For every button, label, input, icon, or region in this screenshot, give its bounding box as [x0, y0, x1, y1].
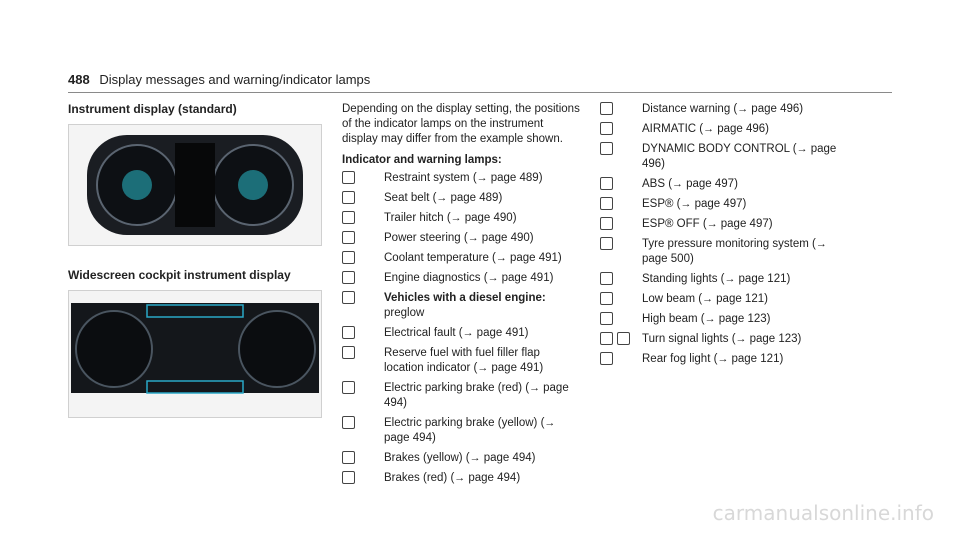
reference-arrow-icon: →: [477, 362, 492, 374]
lamp-label: Standing lights (: [642, 273, 725, 285]
lamp-row: [342, 291, 582, 321]
page-reference-link[interactable]: page 496): [751, 103, 804, 115]
page-reference-link[interactable]: page 496): [642, 143, 837, 170]
reference-arrow-icon: →: [544, 417, 556, 429]
page-reference-link[interactable]: page 497): [686, 178, 738, 190]
page-reference-link[interactable]: page 496): [717, 123, 769, 135]
page-reference-link[interactable]: page 491): [509, 252, 562, 264]
lamp-label: Engine diagnostics (: [384, 272, 488, 284]
high-beam-icon: [600, 312, 613, 325]
page-heading: Display messages and warning/indicator lamps: [99, 72, 371, 87]
lamp-row: [342, 271, 582, 286]
lamp-row: [600, 142, 850, 172]
turn-signal-icon: [600, 332, 613, 345]
lamp-row: [342, 381, 582, 411]
indicator-column-1: [342, 102, 582, 491]
lamp-row: [600, 312, 850, 327]
lamp-label: Electric parking brake (red) (: [384, 382, 530, 394]
lamp-label: Electrical fault (: [384, 327, 463, 339]
page-reference-link[interactable]: page 121): [731, 353, 784, 365]
page-reference-link[interactable]: page 500): [642, 253, 694, 265]
lamp-row: [342, 326, 582, 341]
lamp-row: [600, 122, 850, 137]
turn-signal-right-icon: [617, 332, 630, 345]
reference-arrow-icon: →: [436, 192, 451, 204]
page-reference-link[interactable]: page 121): [716, 293, 768, 305]
reference-arrow-icon: →: [450, 212, 465, 224]
lamp-label: ESP® OFF (: [642, 218, 707, 230]
lamp-label: Rear fog light (: [642, 353, 718, 365]
page-header: [68, 72, 370, 87]
lamp-label: ABS (: [642, 178, 673, 190]
reference-arrow-icon: →: [487, 272, 502, 284]
reference-arrow-icon: →: [704, 313, 719, 325]
widescreen-display-title: Widescreen cockpit instrument display: [68, 268, 291, 282]
lamp-label: Brakes (red) (: [384, 472, 455, 484]
lamp-label: Electric parking brake (yellow) (: [384, 417, 545, 429]
tyre-pressure-icon: [600, 237, 613, 250]
lamp-list-1: [342, 171, 582, 486]
low-beam-icon: [600, 292, 613, 305]
reference-arrow-icon: →: [796, 143, 811, 155]
seat-belt-icon: [342, 191, 355, 204]
widescreen-cluster-illustration: [69, 291, 321, 417]
reference-arrow-icon: →: [454, 472, 469, 484]
abs-icon: [600, 177, 613, 190]
brakes-yellow-icon: [342, 451, 355, 464]
lamp-row: [600, 352, 850, 367]
reference-arrow-icon: →: [703, 123, 718, 135]
reference-arrow-icon: →: [529, 382, 544, 394]
lamp-label: Seat belt (: [384, 192, 437, 204]
page-reference-link[interactable]: page 494): [384, 382, 569, 409]
lamp-row: [600, 237, 850, 267]
distance-warning-icon: [600, 102, 613, 115]
reserve-fuel-icon: [342, 346, 355, 359]
indicator-column-2: [600, 102, 850, 372]
page-reference-link[interactable]: page 494): [384, 432, 436, 444]
reference-arrow-icon: →: [495, 252, 510, 264]
page-reference-link[interactable]: page 489): [490, 172, 543, 184]
standing-lights-icon: [600, 272, 613, 285]
page-reference-link[interactable]: page 490): [464, 212, 517, 224]
parking-brake-red-icon: [342, 381, 355, 394]
lamp-row: [342, 191, 582, 206]
watermark: carmanualsonline.info: [712, 501, 934, 525]
lamp-row: [342, 171, 582, 186]
standard-display-image: [68, 124, 322, 246]
page-reference-link[interactable]: page 494): [468, 472, 521, 484]
lamp-label: DYNAMIC BODY CONTROL (: [642, 143, 797, 155]
reference-arrow-icon: →: [462, 327, 477, 339]
dynamic-body-control-icon: [600, 142, 613, 155]
reference-arrow-icon: →: [680, 198, 695, 210]
airmatic-icon: [600, 122, 613, 135]
lamp-label: Power steering (: [384, 232, 468, 244]
page-reference-link[interactable]: page 494): [483, 452, 536, 464]
page-number: 488: [68, 72, 90, 87]
standard-cluster-illustration: [69, 125, 321, 245]
reference-arrow-icon: →: [737, 103, 752, 115]
lamp-list-2: [600, 102, 850, 367]
trailer-hitch-icon: [342, 211, 355, 224]
lamp-row: [342, 251, 582, 266]
power-steering-icon: [342, 231, 355, 244]
lamp-row: [342, 346, 582, 376]
lamp-row: [600, 217, 850, 232]
page-reference-link[interactable]: page 491): [476, 327, 529, 339]
lamp-label: preglow: [384, 307, 425, 319]
page-reference-link[interactable]: page 121): [738, 273, 791, 285]
rear-fog-light-icon: [600, 352, 613, 365]
page-reference-link[interactable]: page 497): [694, 198, 747, 210]
widescreen-display-image: [68, 290, 322, 418]
standard-display-title: Instrument display (standard): [68, 102, 237, 116]
lamp-row: [342, 471, 582, 486]
page-reference-link[interactable]: page 491): [501, 272, 554, 284]
lamp-label: Low beam (: [642, 293, 703, 305]
reference-arrow-icon: →: [724, 273, 739, 285]
page-reference-link[interactable]: page 123): [749, 333, 802, 345]
parking-brake-yellow-icon: [342, 416, 355, 429]
lamp-label: AIRMATIC (: [642, 123, 704, 135]
lamp-bold-label: Vehicles with a diesel engine:: [384, 292, 546, 304]
lamp-label: High beam (: [642, 313, 705, 325]
lamp-row: [600, 197, 850, 212]
reference-arrow-icon: →: [672, 178, 687, 190]
reference-arrow-icon: →: [717, 353, 732, 365]
lamps-heading: Indicator and warning lamps:: [342, 154, 502, 166]
lamp-label: Restraint system (: [384, 172, 477, 184]
lamp-label: Turn signal lights (: [642, 333, 736, 345]
page-reference-link[interactable]: page 123): [718, 313, 771, 325]
page-reference-link[interactable]: page 490): [481, 232, 534, 244]
esp-icon: [600, 197, 613, 210]
reference-arrow-icon: →: [815, 238, 827, 250]
header-rule: [68, 92, 892, 93]
reference-arrow-icon: →: [467, 232, 482, 244]
lamp-label: Distance warning (: [642, 103, 738, 115]
brakes-red-icon: [342, 471, 355, 484]
reference-arrow-icon: →: [702, 293, 717, 305]
lamp-label: Coolant temperature (: [384, 252, 496, 264]
reference-arrow-icon: →: [469, 452, 484, 464]
reference-arrow-icon: →: [735, 333, 750, 345]
lamp-row: [600, 272, 850, 287]
coolant-temperature-icon: [342, 251, 355, 264]
lamp-label: Trailer hitch (: [384, 212, 451, 224]
lamp-row: [342, 211, 582, 226]
lamp-label: Brakes (yellow) (: [384, 452, 470, 464]
lamp-row: [342, 416, 582, 446]
lamp-label: ESP® (: [642, 198, 681, 210]
lamp-row: [342, 451, 582, 466]
lamp-row: [600, 332, 850, 347]
battery-icon: [342, 326, 355, 339]
page-reference-link[interactable]: page 491): [491, 362, 544, 374]
preglow-icon: [342, 291, 355, 304]
lamp-row: [342, 231, 582, 246]
lamp-row: [600, 102, 850, 117]
lamp-label: Reserve fuel with fuel filler flap location indicator (: [384, 347, 540, 374]
page-reference-link[interactable]: page 497): [720, 218, 773, 230]
engine-diagnostics-icon: [342, 271, 355, 284]
reference-arrow-icon: →: [706, 218, 721, 230]
page-reference-link[interactable]: page 489): [450, 192, 503, 204]
lamp-label: Tyre pressure monitoring system (: [642, 238, 816, 250]
esp-off-icon: [600, 217, 613, 230]
lamp-row: [600, 177, 850, 192]
restraint-system-icon: [342, 171, 355, 184]
reference-arrow-icon: →: [476, 172, 491, 184]
intro-text: Depending on the display setting, the positions of the indicator lamps on the instrument display may differ from the example shown.: [342, 103, 580, 145]
lamp-row: [600, 292, 850, 307]
